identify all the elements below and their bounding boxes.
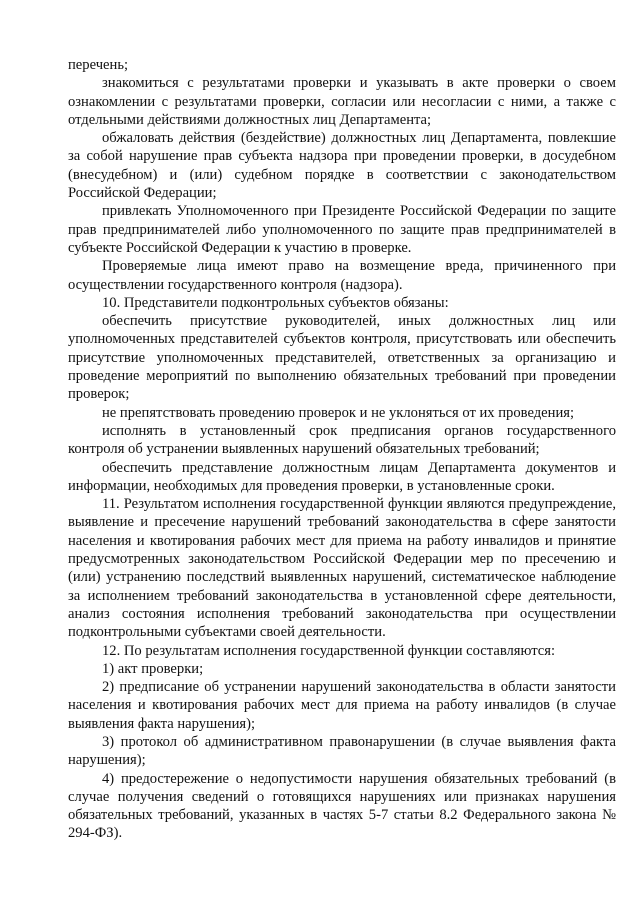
paragraph-list-continuation: перечень;	[68, 57, 129, 73]
paragraph-item-1-act: 1) акт проверки;	[102, 660, 204, 677]
paragraph-duty-presence: обеспечить присутствие руководителей, иных должностных лиц или уполномоченных представителей субъектов контроля, присутствовать или обеспечить присутствие уполномоченных представителей, ответственных за организацию и проведение мероприятий по выполнению обязательных требований при проведении проверок;	[68, 313, 616, 403]
paragraph-item-2-order: 2) предписание об устранении нарушений законодательства в области занятости населения и квотирования рабочих мест для приема на работу инвалидов (в случае выявления факта нарушения);	[68, 679, 616, 732]
paragraph-duty-provide-documents: обеспечить представление должностным лицам Департамента документов и информации, необходимых для проведения проверки, в установленные сроки.	[68, 459, 616, 494]
paragraph-right-compensation: Проверяемые лица имеют право на возмещение вреда, причиненного при осуществлении государственного контроля (надзора).	[68, 258, 616, 293]
paragraph-duty-execute-orders: исполнять в установленный срок предписания органов государственного контроля об устранении выявленных нарушений обязательных требований;	[68, 422, 616, 458]
paragraph-section-11: 11. Результатом исполнения государственной функции являются предупреждение, выявление и пресечение нарушений требований законодательства в сфере занятости населения и квотирования рабочих мест для приема на работу инвалидов и принятие предусмотренных законодательством Российской Федерации мер по пресечению и (или) устранению последствий выявленных нарушений, систематическое наблюдение за исполнением требований законодательства в установленной сфере деятельности, анализ состояния исполнения требований законодательства при осуществлении подконтрольными субъектами своей деятельности.	[68, 496, 616, 641]
paragraph-section-10-heading: 10. Представители подконтрольных субъектов обязаны:	[102, 294, 449, 311]
paragraph-duty-no-obstruction: не препятствовать проведению проверок и не уклоняться от их проведения;	[102, 404, 575, 421]
paragraph-right-review-results: знакомиться с результатами проверки и указывать в акте проверки о своем ознакомлении с результатами проверки, согласии или несогласии с ними, а также с отдельными действиями должностных лиц Департамента;	[68, 75, 616, 128]
document-body	[68, 56, 616, 843]
paragraph-right-ombudsman: привлекать Уполномоченного при Президенте Российской Федерации по защите прав предпринимателей либо уполномоченного по защите прав предпринимателей в субъекте Российской Федерации к участию в проверке.	[68, 203, 616, 256]
paragraph-item-3-protocol: 3) протокол об административном правонарушении (в случае выявления факта нарушения);	[68, 733, 616, 769]
paragraph-section-12-heading: 12. По результатам исполнения государственной функции составляются:	[102, 642, 556, 659]
paragraph-item-4-warning: 4) предостережение о недопустимости нарушения обязательных требований (в случае получения сведений о готовящихся нарушениях или признаках нарушения обязательных требований, указанных в частях 5-7 статьи 8.2 Федерального закона № 294-ФЗ).	[68, 770, 616, 842]
paragraph-right-appeal: обжаловать действия (бездействие) должностных лиц Департамента, повлекшие за собой нарушение прав субъекта надзора при проведении проверки, в досудебном (внесудебном) и (или) судебном порядке в соответствии с законодательством Российской Федерации;	[68, 130, 616, 202]
